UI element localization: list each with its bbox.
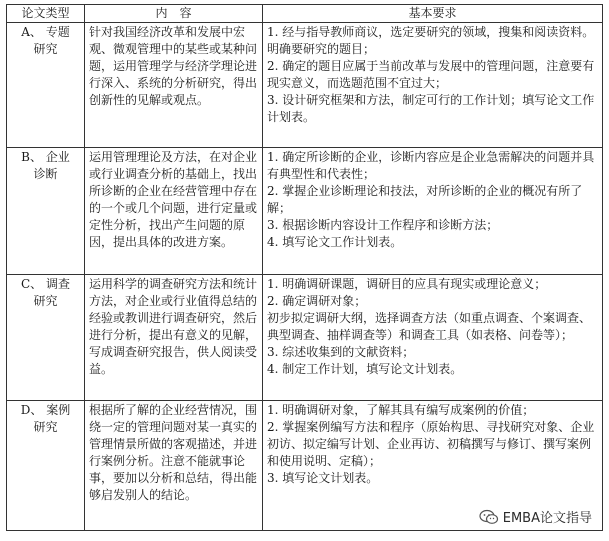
requirements-cell bbox=[263, 275, 603, 401]
content-cell: 根据所了解的企业经营情况，围绕一定的管理问题对某一真实的管理情景所做的客观描述，并进行案例分析。注意不能就事论事，要加以分析和总结，得出能够启发别人的结论。 bbox=[85, 401, 263, 531]
content-cell: 运用科学的调查研究方法和统计方法，对企业或行业值得总结的经验或教训进行调查研究，然后进行分析，提出有意义的见解，写成调查研究报告，供人阅读受益。 bbox=[85, 275, 263, 401]
requirements-cell bbox=[263, 23, 603, 148]
type-cell bbox=[7, 401, 85, 531]
type-code: A、 专题 bbox=[21, 25, 70, 39]
watermark-text: EMBA论文指导 bbox=[502, 511, 592, 526]
requirement-item: 初步拟定调研大纲，选择调查方法（如重点调查、个案调查、典型调查、抽样调查等）和调查工具（如表格、问卷等）； bbox=[267, 311, 592, 342]
type-code: C、 调查 bbox=[21, 277, 70, 291]
type-cell bbox=[7, 23, 85, 148]
requirement-item: 2. 确定的题目应属于当前改革与发展中的管理问题，注意要有现实意义，而选题范围不宜过大； bbox=[267, 59, 595, 90]
type-code: D、 案例 bbox=[20, 403, 71, 417]
requirement-item: 4. 制定工作计划，填写论文计划表。 bbox=[267, 362, 463, 376]
requirement-item: 1. 经与指导教师商议，选定要研究的领域，搜集和阅读资料。明确要研究的题目； bbox=[267, 25, 595, 56]
table-row bbox=[7, 23, 603, 148]
requirement-item: 1. 确定所诊断的企业，诊断内容应是企业急需解决的问题并具有典型性和代表性； bbox=[267, 150, 595, 181]
requirement-item: 2. 确定调研对象； bbox=[267, 294, 367, 308]
type-code: B、 企业 bbox=[21, 150, 70, 164]
watermark bbox=[476, 506, 595, 527]
header-content: 内 容 bbox=[85, 5, 263, 23]
type-name: 诊断 bbox=[33, 167, 58, 181]
requirement-item: 1. 明确调研课题，调研目的应具有现实或理论意义； bbox=[267, 277, 547, 291]
content-cell: 针对我国经济改革和发展中宏观、微观管理中的某些或某种问题，运用管理学与经济学理论进行深入、系统的分析研究，得出创新性的见解或观点。 bbox=[85, 23, 263, 148]
requirement-item: 4. 填写论文工作计划表。 bbox=[267, 235, 403, 249]
table-header-row bbox=[7, 5, 603, 23]
requirement-item: 3. 综述收集到的文献资料； bbox=[267, 345, 415, 359]
requirement-item: 3. 填写论文计划表。 bbox=[267, 471, 379, 485]
content-cell: 运用管理理论及方法，在对企业或行业调查分析的基础上，找出所诊断的企业在经营管理中存在的一个或几个问题，进行定量或定性分析，找出产生问题的原因，提出具体的改进方案。 bbox=[85, 148, 263, 275]
table-row bbox=[7, 275, 603, 401]
requirement-item: 2. 掌握案例编写方法和程序（原始构思、寻找研究对象、企业初访、拟定编写计划、企业再访、初稿撰写与修订、撰写案例和使用说明、定稿）； bbox=[267, 420, 595, 468]
type-cell bbox=[7, 275, 85, 401]
requirement-item: 1. 明确调研对象，了解其具有编写成案例的价值； bbox=[267, 403, 535, 417]
wechat-icon bbox=[479, 509, 499, 525]
table-row bbox=[7, 148, 603, 275]
type-name: 研究 bbox=[33, 42, 58, 56]
type-name: 研究 bbox=[33, 420, 58, 434]
requirement-item: 2. 掌握企业诊断理论和技法，对所诊断的企业的概况有所了解； bbox=[267, 184, 583, 215]
requirement-item: 3. 设计研究框架和方法，制定可行的工作计划；填写论文工作计划表。 bbox=[267, 93, 595, 124]
requirements-cell bbox=[263, 148, 603, 275]
type-cell bbox=[7, 148, 85, 275]
requirement-item: 3. 根据诊断内容设计工作程序和诊断方法； bbox=[267, 218, 499, 232]
thesis-type-table bbox=[6, 4, 603, 531]
header-type: 论文类型 bbox=[7, 5, 85, 23]
header-requirements: 基本要求 bbox=[263, 5, 603, 23]
type-name: 研究 bbox=[33, 294, 58, 308]
